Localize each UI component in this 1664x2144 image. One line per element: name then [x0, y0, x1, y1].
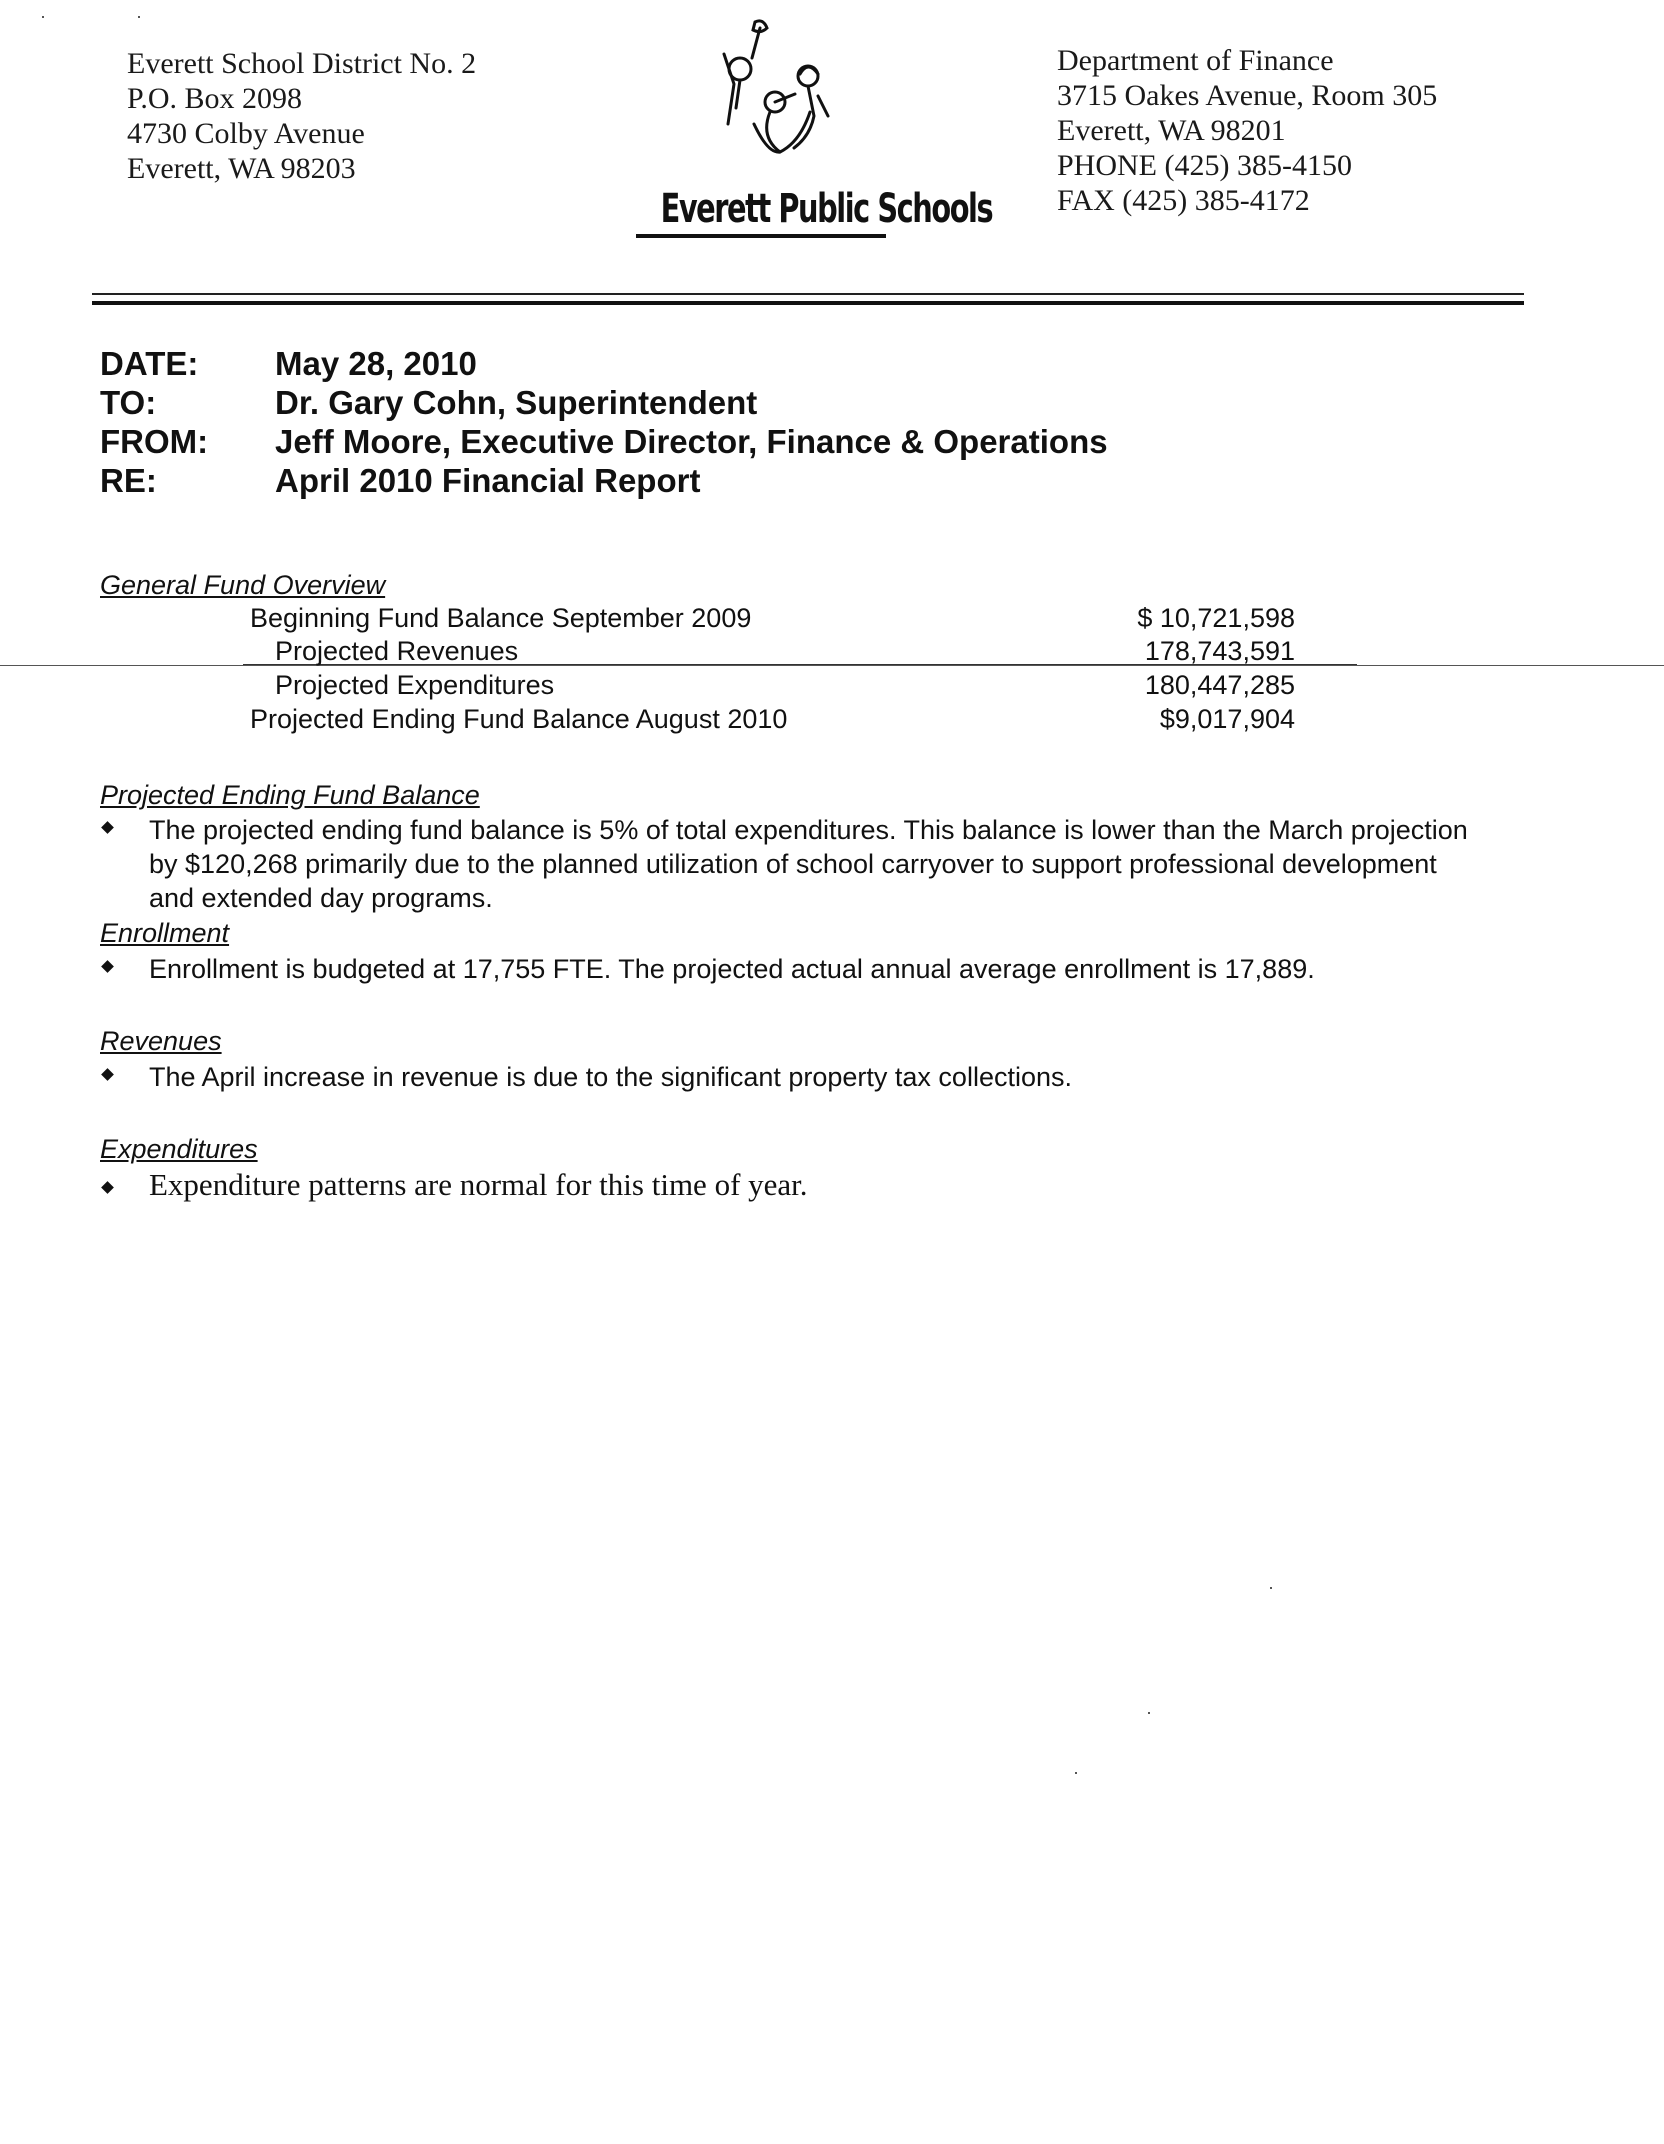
dept-name: Department of Finance — [1057, 44, 1334, 77]
ending-balance-line-1: The projected ending fund balance is 5% of total expenditures. This balance is lower than the March projection — [149, 815, 1468, 845]
dept-phone: PHONE (425) 385-4150 — [1057, 149, 1352, 182]
bullet-diamond-icon — [101, 821, 114, 834]
family-figures-icon — [680, 14, 850, 184]
district-po-box: P.O. Box 2098 — [127, 82, 303, 115]
fund-value: $ 10,721,598 — [1137, 603, 1295, 633]
scan-speck — [1270, 1587, 1272, 1589]
fund-label: Projected Revenues — [275, 636, 519, 666]
dept-street: 3715 Oakes Avenue, Room 305 — [1057, 79, 1438, 112]
fund-label: Beginning Fund Balance September 2009 — [250, 603, 752, 633]
district-city: Everett, WA 98203 — [127, 152, 356, 185]
expenditures-text: Expenditure patterns are normal for this time of year. — [149, 1167, 808, 1202]
expenditures-heading: Expenditures — [100, 1134, 258, 1164]
district-name: Everett School District No. 2 — [127, 47, 477, 80]
enrollment-text: Enrollment is budgeted at 17,755 FTE. The projected actual annual average enrollment is 17,889. — [149, 954, 1315, 984]
fund-label: Projected Ending Fund Balance August 2010 — [250, 704, 788, 734]
enrollment-heading: Enrollment — [100, 918, 230, 948]
fund-value: 180,447,285 — [1144, 670, 1295, 700]
memo-from-label: FROM: — [100, 423, 209, 460]
bullet-diamond-icon — [101, 1068, 114, 1081]
revenues-text: The April increase in revenue is due to the significant property tax collections. — [149, 1062, 1072, 1092]
scan-speck — [1148, 1712, 1150, 1714]
fund-row-beginning-balance — [250, 603, 1295, 637]
dept-city: Everett, WA 98201 — [1057, 114, 1286, 147]
scan-speck — [138, 16, 140, 18]
bullet-diamond-icon — [101, 1181, 114, 1194]
fund-value: $9,017,904 — [1159, 704, 1295, 734]
fund-row-projected-revenues — [250, 636, 1295, 670]
ending-balance-line-2: by $120,268 primarily due to the planned utilization of school carryover to support professional development — [149, 849, 1437, 879]
bullet-diamond-icon — [101, 960, 114, 973]
logo-underline — [636, 234, 886, 238]
memo-to-value: Dr. Gary Cohn, Superintendent — [275, 384, 758, 421]
dept-fax: FAX (425) 385-4172 — [1057, 184, 1310, 217]
revenues-heading: Revenues — [100, 1026, 222, 1056]
district-logo — [620, 14, 993, 234]
scan-speck — [1075, 1772, 1077, 1774]
memo-re-label: RE: — [100, 462, 157, 499]
fund-value: 178,743,591 — [1144, 636, 1295, 666]
fund-row-projected-expenditures — [250, 670, 1295, 704]
fund-label: Projected Expenditures — [275, 670, 555, 700]
header-divider-thin — [92, 293, 1524, 295]
district-address-block — [127, 46, 476, 186]
ending-balance-heading: Projected Ending Fund Balance — [100, 780, 480, 810]
ending-balance-line-3: and extended day programs. — [149, 883, 493, 913]
general-fund-heading: General Fund Overview — [100, 570, 386, 600]
memo-date-label: DATE: — [100, 345, 199, 382]
memo-re-value: April 2010 Financial Report — [275, 462, 701, 499]
memo-date-value: May 28, 2010 — [275, 345, 477, 382]
scan-speck — [42, 16, 44, 18]
memo-from-value: Jeff Moore, Executive Director, Finance & Operations — [275, 423, 1108, 460]
finance-dept-address-block — [1057, 43, 1437, 218]
fund-row-ending-balance — [250, 704, 1295, 738]
district-street: 4730 Colby Avenue — [127, 117, 365, 150]
header-divider-thick — [92, 301, 1524, 305]
memo-to-label: TO: — [100, 384, 157, 421]
logo-wordmark: Everett Public Schools — [660, 186, 993, 232]
